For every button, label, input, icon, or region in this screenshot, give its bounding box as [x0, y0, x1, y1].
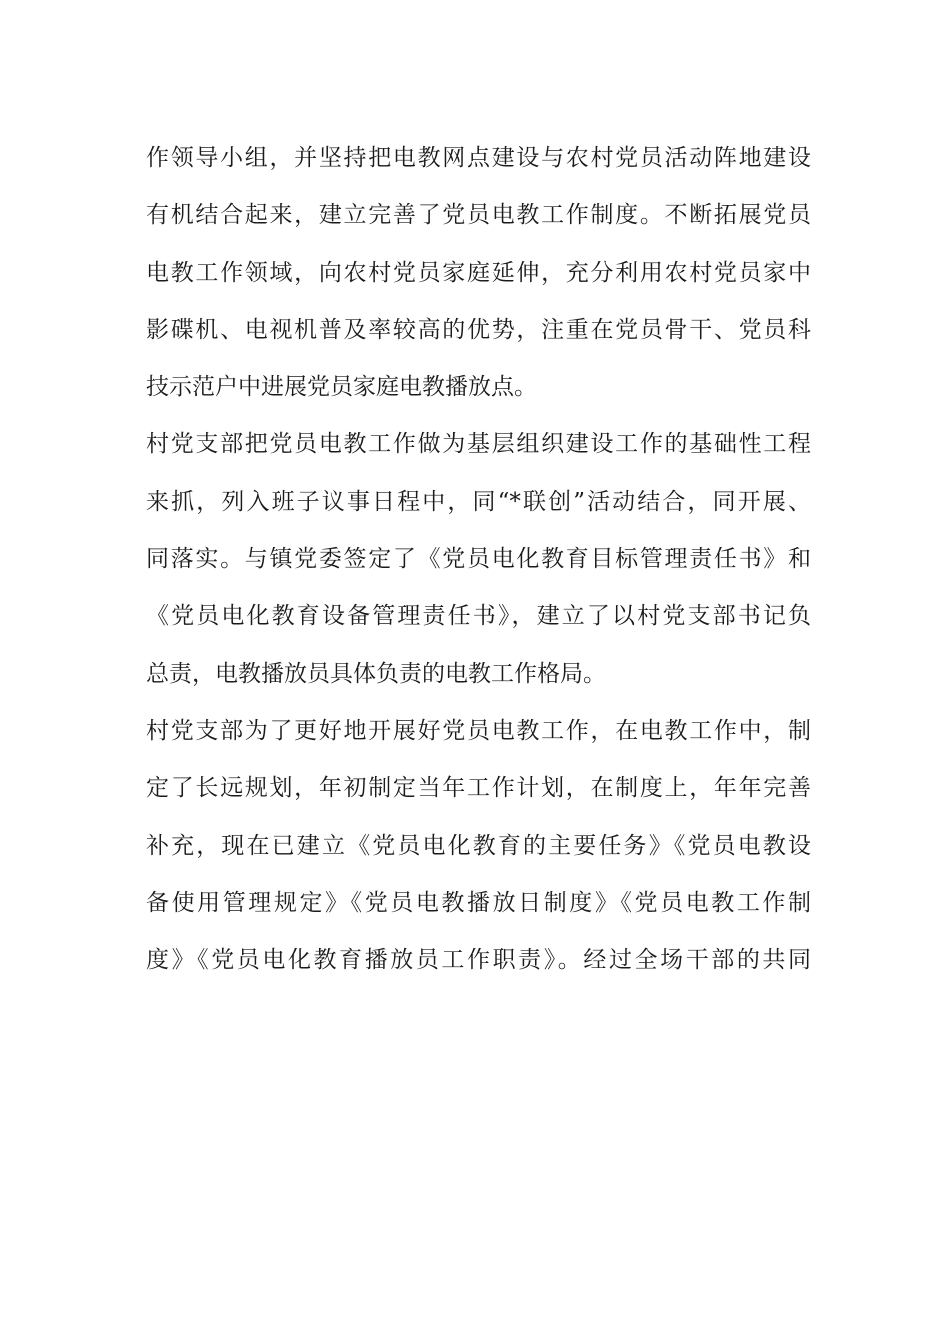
paragraph-3 — [146, 703, 811, 989]
text-line: 来抓，列入班子议事日程中，同“*联创”活动结合，同开展、 — [146, 488, 811, 515]
text-line: 度》《党员电化教育播放员工作职责》。经过全场干部的共同 — [146, 947, 811, 974]
text-line: 作领导小组，并坚持把电教网点建设与农村党员活动阵地建设 — [146, 145, 811, 171]
text-line: 村党支部把党员电教工作做为基层组织建设工作的基础性工程 — [146, 431, 811, 458]
paragraph-1 — [146, 130, 811, 416]
text-line: 技示范户中进展党员家庭电教播放点。 — [146, 374, 537, 401]
paragraph-2 — [146, 416, 811, 702]
text-line: 影碟机、电视机普及率较高的优势，注重在党员骨干、党员科 — [146, 316, 811, 343]
text-line: 补充，现在已建立《党员电化教育的主要任务》《党员电教设 — [146, 832, 811, 859]
text-line: 总责，电教播放员具体负责的电教工作格局。 — [146, 660, 606, 687]
text-line: 同落实。与镇党委签定了《党员电化教育目标管理责任书》和 — [146, 546, 811, 573]
text-line: 备使用管理规定》《党员电教播放日制度》《党员电教工作制 — [146, 889, 811, 916]
text-line: 有机结合起来，建立完善了党员电教工作制度。不断拓展党员 — [146, 202, 811, 229]
text-line: 定了长远规划，年初制定当年工作计划，在制度上，年年完善 — [146, 775, 811, 802]
text-line: 村党支部为了更好地开展好党员电教工作，在电教工作中，制 — [146, 717, 811, 744]
text-line: 《党员电化教育设备管理责任书》，建立了以村党支部书记负 — [146, 603, 811, 630]
document-body — [146, 130, 811, 989]
text-line: 电教工作领域，向农村党员家庭延伸，充分利用农村党员家中 — [146, 259, 811, 286]
